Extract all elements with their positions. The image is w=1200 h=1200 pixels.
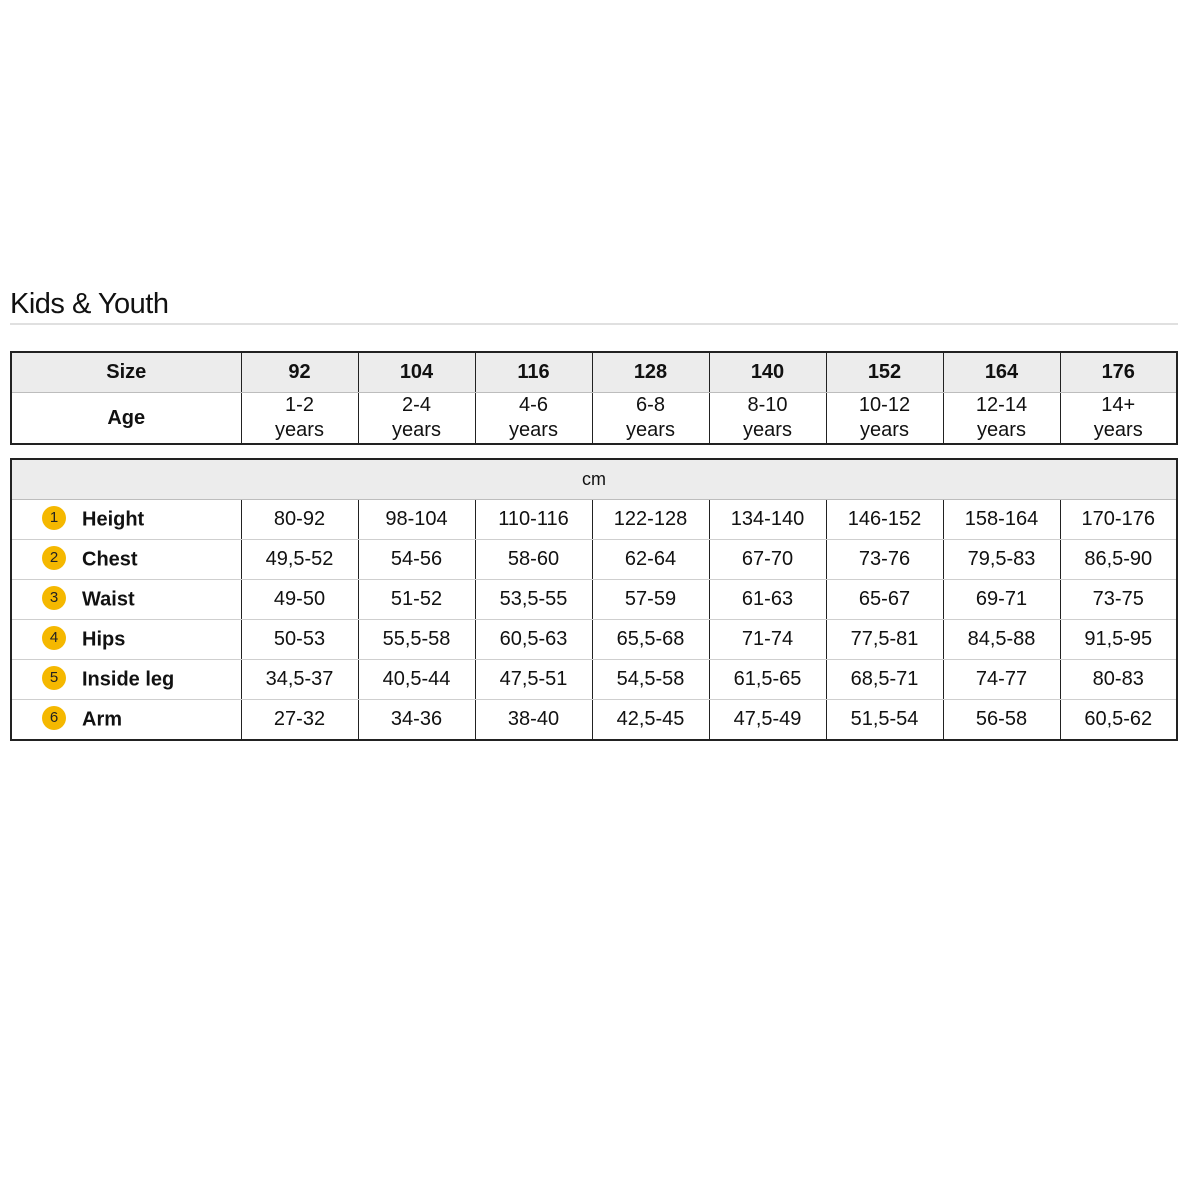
measurement-label: Arm [82, 708, 123, 730]
title-divider [10, 323, 1178, 325]
number-badge-icon: 5 [42, 666, 66, 690]
measurement-cell: 56-58 [943, 700, 1060, 741]
measurement-cell: 42,5-45 [592, 700, 709, 741]
measurement-cell: 58-60 [475, 540, 592, 580]
number-badge-icon: 2 [42, 546, 66, 570]
age-label: Age [11, 393, 241, 445]
table-row [11, 580, 1177, 620]
size-label: Size [11, 352, 241, 393]
size-age-table [10, 351, 1178, 445]
size-cell: 164 [943, 352, 1060, 393]
age-unit: years [1093, 419, 1143, 441]
table-row [11, 500, 1177, 540]
measurement-cell: 73-76 [826, 540, 943, 580]
unit-label: cm [11, 459, 1177, 500]
age-unit: years [743, 419, 792, 441]
size-cell: 176 [1060, 352, 1177, 393]
measurement-cell: 54,5-58 [592, 660, 709, 700]
measurement-cell: 67-70 [709, 540, 826, 580]
measurement-cell: 71-74 [709, 620, 826, 660]
measurements-table [10, 458, 1178, 741]
measurement-cell: 57-59 [592, 580, 709, 620]
measurement-cell: 50-53 [241, 620, 358, 660]
measurement-cell: 65,5-68 [592, 620, 709, 660]
age-cell [709, 393, 826, 445]
size-cell: 104 [358, 352, 475, 393]
measurement-cell: 47,5-49 [709, 700, 826, 741]
measurement-label: Hips [82, 628, 126, 650]
age-range: 1-2 [285, 394, 314, 416]
size-cell: 116 [475, 352, 592, 393]
age-unit: years [977, 419, 1026, 441]
measurement-cell: 51,5-54 [826, 700, 943, 741]
measurement-cell: 74-77 [943, 660, 1060, 700]
measurement-label-cell [11, 580, 241, 620]
measurement-cell: 80-83 [1060, 660, 1177, 700]
measurement-cell: 80-92 [241, 500, 358, 540]
number-badge-icon: 6 [42, 706, 66, 730]
size-cell: 152 [826, 352, 943, 393]
measurement-cell: 34,5-37 [241, 660, 358, 700]
age-unit: years [275, 419, 324, 441]
age-cell [826, 393, 943, 445]
age-cell [592, 393, 709, 445]
measurement-cell: 60,5-62 [1060, 700, 1177, 741]
age-range: 10-12 [858, 394, 911, 416]
age-cell [943, 393, 1060, 445]
measurement-cell: 61-63 [709, 580, 826, 620]
table-row [11, 660, 1177, 700]
age-range: 8-10 [747, 394, 788, 416]
age-range: 12-14 [975, 394, 1028, 416]
measurement-cell: 55,5-58 [358, 620, 475, 660]
measurement-cell: 86,5-90 [1060, 540, 1177, 580]
age-range: 6-8 [636, 394, 665, 416]
measurement-label-cell [11, 620, 241, 660]
measurement-cell: 65-67 [826, 580, 943, 620]
size-row [11, 352, 1177, 393]
measurement-cell: 54-56 [358, 540, 475, 580]
measurement-label-cell [11, 500, 241, 540]
measurement-cell: 51-52 [358, 580, 475, 620]
measurement-cell: 61,5-65 [709, 660, 826, 700]
age-unit: years [392, 419, 441, 441]
age-range: 14+ [1101, 394, 1136, 416]
age-cell [241, 393, 358, 445]
age-range: 4-6 [519, 394, 548, 416]
age-row [11, 393, 1177, 445]
size-cell: 140 [709, 352, 826, 393]
table-row [11, 700, 1177, 741]
unit-row [11, 459, 1177, 500]
measurement-cell: 146-152 [826, 500, 943, 540]
size-cell: 128 [592, 352, 709, 393]
age-cell [358, 393, 475, 445]
number-badge-icon: 3 [42, 586, 66, 610]
measurement-cell: 91,5-95 [1060, 620, 1177, 660]
measurement-cell: 60,5-63 [475, 620, 592, 660]
measurement-cell: 49,5-52 [241, 540, 358, 580]
measurement-cell: 62-64 [592, 540, 709, 580]
measurement-cell: 68,5-71 [826, 660, 943, 700]
number-badge-icon: 4 [42, 626, 66, 650]
measurement-cell: 98-104 [358, 500, 475, 540]
measurement-cell: 110-116 [475, 500, 592, 540]
age-range: 2-4 [402, 394, 431, 416]
measurement-cell: 40,5-44 [358, 660, 475, 700]
age-cell [475, 393, 592, 445]
measurement-cell: 53,5-55 [475, 580, 592, 620]
measurement-cell: 69-71 [943, 580, 1060, 620]
measurement-label: Height [82, 508, 145, 530]
age-unit: years [626, 419, 675, 441]
age-unit: years [860, 419, 909, 441]
measurement-label: Chest [82, 548, 138, 570]
age-unit: years [509, 419, 558, 441]
measurement-cell: 34-36 [358, 700, 475, 741]
page-title: Kids & Youth [10, 288, 169, 320]
table-row [11, 620, 1177, 660]
measurement-cell: 77,5-81 [826, 620, 943, 660]
measurement-label-cell [11, 700, 241, 741]
table-row [11, 540, 1177, 580]
measurement-label-cell [11, 660, 241, 700]
measurement-cell: 49-50 [241, 580, 358, 620]
measurement-label-cell [11, 540, 241, 580]
measurement-label: Inside leg [82, 668, 175, 690]
number-badge-icon: 1 [42, 506, 66, 530]
measurement-cell: 158-164 [943, 500, 1060, 540]
measurement-cell: 134-140 [709, 500, 826, 540]
measurement-cell: 79,5-83 [943, 540, 1060, 580]
measurement-cell: 73-75 [1060, 580, 1177, 620]
measurement-cell: 27-32 [241, 700, 358, 741]
size-cell: 92 [241, 352, 358, 393]
measurement-cell: 47,5-51 [475, 660, 592, 700]
measurement-cell: 170-176 [1060, 500, 1177, 540]
measurement-cell: 122-128 [592, 500, 709, 540]
measurement-cell: 84,5-88 [943, 620, 1060, 660]
measurement-label: Waist [82, 588, 135, 610]
age-cell [1060, 393, 1177, 445]
measurement-cell: 38-40 [475, 700, 592, 741]
